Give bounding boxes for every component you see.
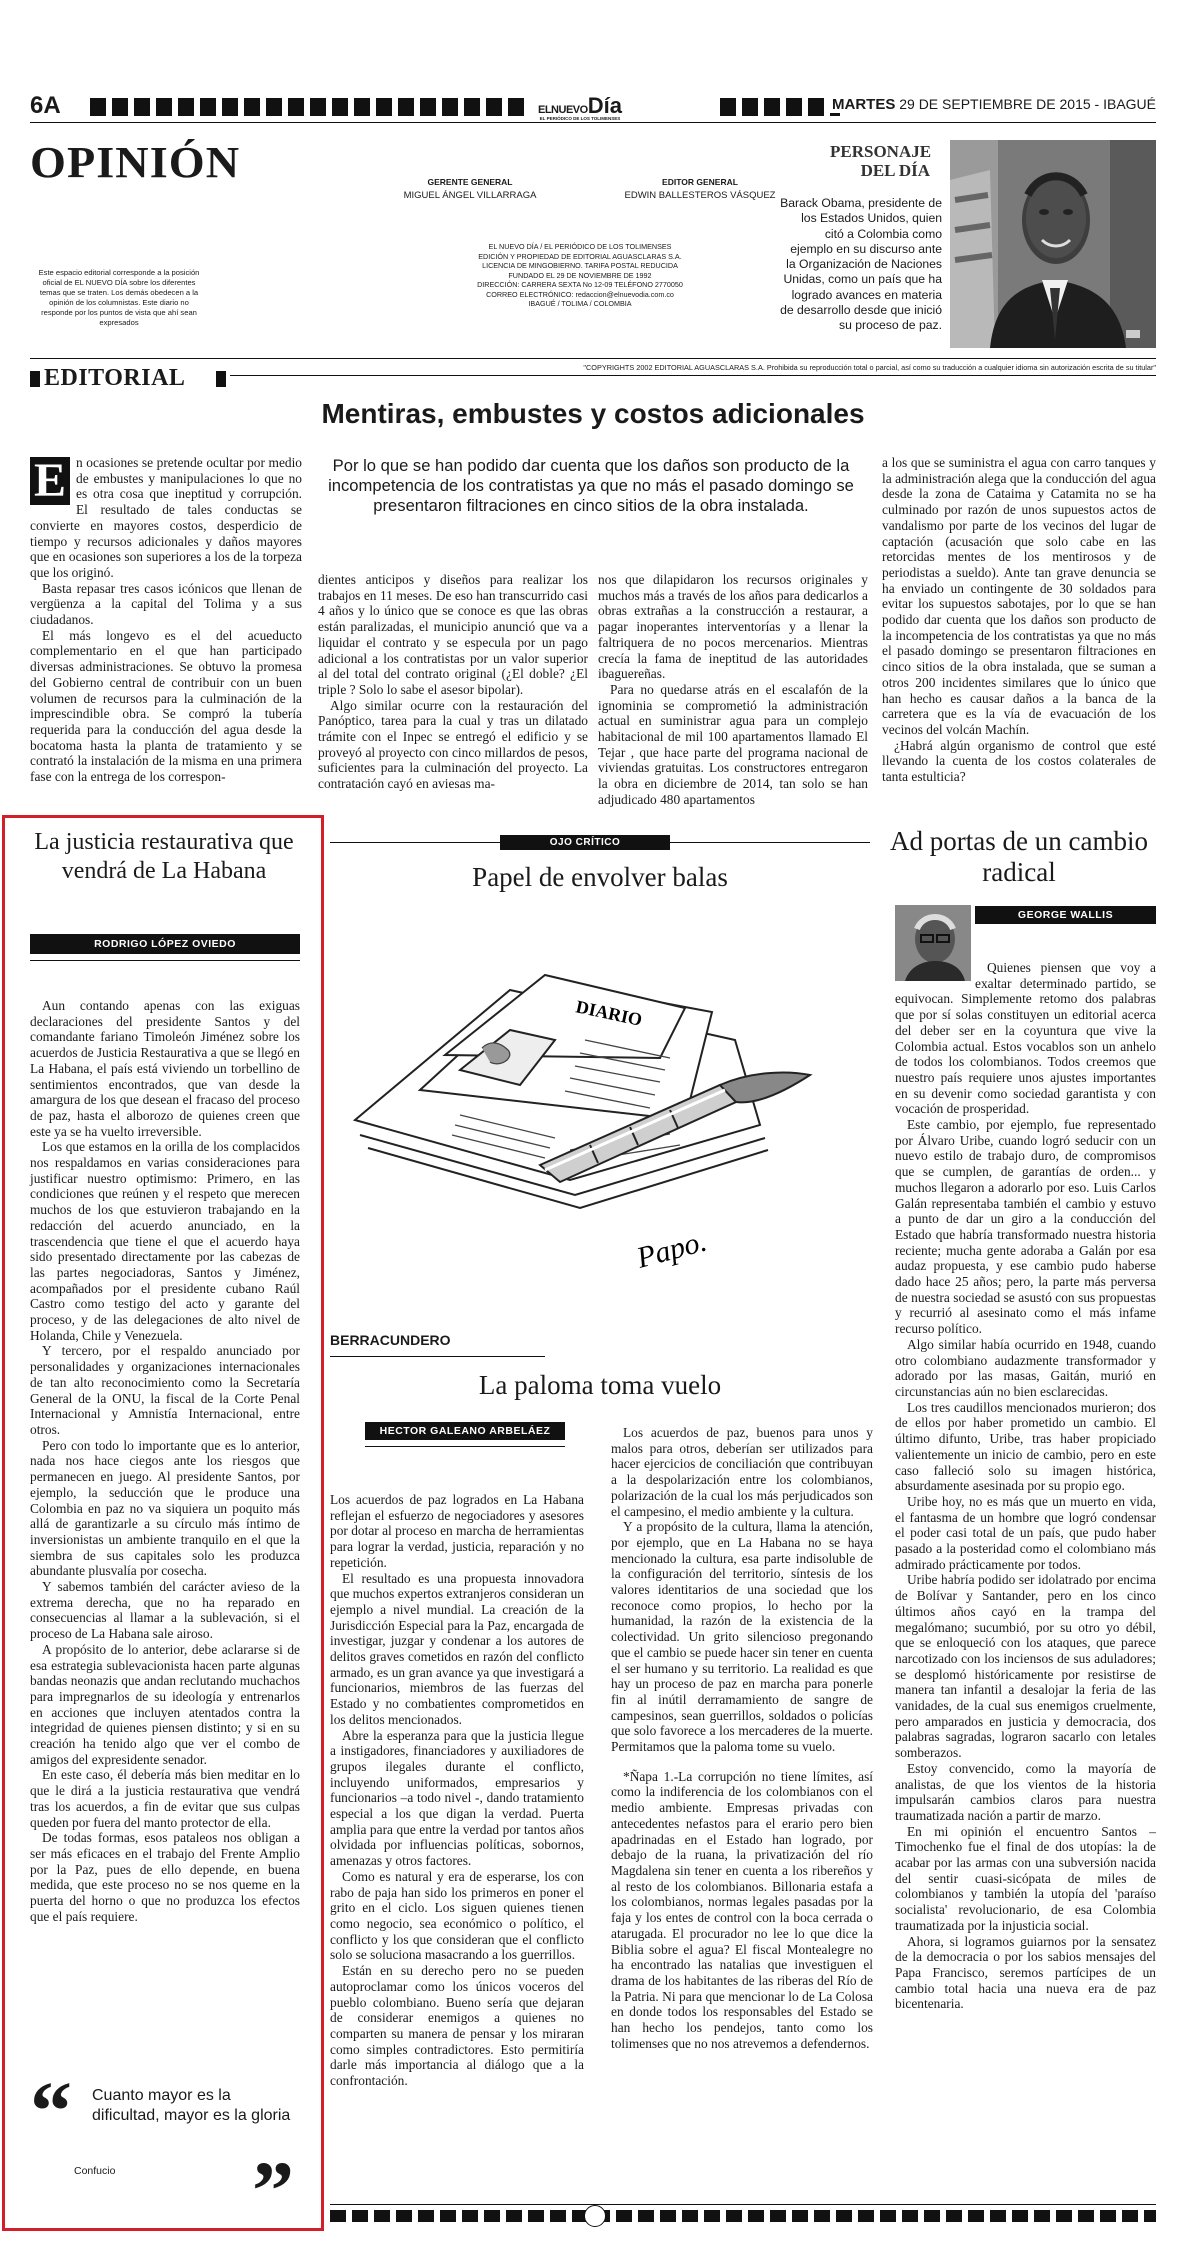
berracundero-col2: Los acuerdos de paz, buenos para unos y malos para otros, deberían ser utilizados para hacer ejercicios de conciliación que contribuyan a la despolarización entre los colombianos, polarización de la cual los más perjudicados son el campesino, el medio ambiente y la cultura. Y a propósito de la cultura, llama la atención, por ejemplo, que en La Habana no se haya mencionado la cultura, esa parte indisoluble de la configuración del territorio, síntesis de los valores identitarios de una sociedad que los reconoce como propios, lo hecho por la humanidad, la razón de la existencia de la colectividad. Un grito silencioso pregonando que el cambio se puede hacer sin tener en cuenta el ser humano y su territorio. La realidad es que hay un proceso de paz en marcha para ponerle fin al inútil derramamiento de sangre de campesinos, sean guerrillos, soldados o policías que solo favorece a los mercaderes de la muerte. Permitamos que la paloma tome su vuelo. *Ñapa 1.-La corrupción no tiene límites, así como la indiferencia de los colombianos con el medio ambiente. Empresas privadas con antecedentes nefastos para el erario pero bien apadrinadas en el Estado han logrado, por debajo de la ruana, la privatización del río Magdalena sin tener en cuenta a los ribereños y al resto de los colombianos. Billonaria estafa a los colombianos, normas legales pasadas por la faja y los entes de control con la boca cerrada o atarugada. El procurador no lee lo que dice la Biblia sobre el agua? El fiscal Montealegre no ha encontrado las natalias que investiguen el drama de los habitantes de las riberas del Río de la Patria. Ni para que mencionar lo de La Colosa en donde todos los responsables del Estado se han hecho los pendejos, tanto como los tolimenses que no nos atrevemos a defendernos. bbox=[611, 1425, 873, 2051]
cartoonist-signature: Papo. bbox=[633, 1224, 711, 1275]
cartoon-newspaper-text: DIARIO bbox=[574, 996, 644, 1030]
open-quote-mark: “ bbox=[30, 2065, 72, 2158]
left-column-quote: Cuanto mayor es la dificultad, mayor es la gloria bbox=[92, 2087, 291, 2124]
editorial-col4: a los que se suministra el agua con carro tanques y la administración alega que la conducción del agua desde la zona de Cataima y Catamita no se ha culminado por razón de unos supuestos actos de vandalismo por parte de los vecinos del lugar de captación (acusación que solo cabe en las retorcidas mentes de los mentirosos y de periodistas a sueldo). Ante tan grave denuncia se ha enviado un contingente de 30 soldados para evitar los supuestos sabotajes, por lo que se han podido dar cuenta que los daños son producto de la incompetencia de los contratistas ya que no más el pasado domingo se presentaron filtraciones en cinco sitios de la obra instalada, que se suman a otros 200 incidentes similares que lo único que han hecho es causar daños a la banca de la carretera que es la vía de evacuación de los vecinos del volcán Machín. ¿Habrá algún organismo de control que esté llevando la cuenta de los costos colaterales de tanta estulticia? bbox=[882, 455, 1156, 785]
date-line: MARTES 29 DE SEPTIEMBRE DE 2015 - IBAGUÉ bbox=[824, 96, 1156, 113]
editorial-dropcap: E bbox=[30, 457, 70, 505]
personaje-title: PERSONAJE DEL DÍA bbox=[830, 142, 932, 180]
personaje-text: Barack Obama, presidente de los Estados Unidos, quien citó a Colombia como ejemplo en su discurso ante la Organización de Naciones Unidas, como un país que ha logrado avances en materia de desarrollo desde que inició su proceso de paz. bbox=[780, 196, 942, 333]
copyright-notice: "COPYRIGHTS 2002 EDITORIAL AGUASCLARAS S.A. Prohibida su reproducción total o parcial, así como su traducción a cualquier idioma sin autorización escrita de su titular" bbox=[583, 363, 1156, 372]
ojo-critico-title: Papel de envolver balas bbox=[472, 862, 728, 892]
editorial-disclaimer: Este espacio editorial corresponde a la posición oficial de EL NUEVO DÍA sobre los diferentes temas que se traten. Los demás obedecen a la opinión de los columnistas. Este diario no responde por los puntos de vista que ahí sean expresados bbox=[38, 268, 200, 327]
editorial-pullquote: Por lo que se han podido dar cuenta que los daños son producto de la incompetencia de los contratistas ya que no más el pasado domingo se presentaron filtraciones en cinco sitios de la obra instalada. bbox=[328, 456, 854, 515]
page-number: 6A bbox=[30, 92, 67, 120]
personaje-photo bbox=[950, 140, 1156, 348]
editor-label: EDITOR GENERAL bbox=[662, 177, 738, 187]
left-column-body: Aun contando apenas con las exiguas declaraciones del presidente Santos y del comandante fariano Timoleón Jiménez sobre los acuerdos de Justicia Restaurativa a que se llegó en La Habana, el país está viviendo un torbellino de sentimientos encontrados, que van desde la amargura de los que desean el fracaso del proceso de paz, hasta el alborozo de quienes creen que este ya se ha vuelto irreversible. Los que estamos en la orilla de los complacidos nos respaldamos en varias consideraciones para justificar nuestro optimismo: Primero, en las condiciones que reúnen y el respeto que merecen muchos de los que estuvieron trabajando en la redacción del acuerdo anunciado, en la trascendencia que tiene el que el acuerdo haya sido presentado directamente por las cabezas de las partes negociadoras, Santos y Jiménez, acompañados por el presidente cubano Raúl Castro como testigo del acto y garante del proceso, y de las delegaciones de alto nivel de Holanda, Chile y Venezuela. Y tercero, por el respaldo anunciado por personalidades y organizaciones internacionales de tan alto reconocimiento como la Secretaría General de la ONU, la fiscal de la Corte Penal Internacional y Amnistía Internacional, entre otros. Pero con todo lo importante que es lo anterior, nada nos hace ciegos ante los riesgos que permanecen en juego. Al presidente Santos, por ejemplo, la seducción que le produce una Colombia en paz no va siquiera un poquito más allá de garantizarle a su círculo más íntimo de inversionistas un ambiente tranquilo en el que la siembra de sus capitales solo les produzca abundante plusvalía por cosecha. Y sabemos también del carácter avieso de la extrema derecha, que no ha reparado en consecuencias al llamar a la sublevación, si el proceso de La Habana sale airoso. A propósito de lo anterior, debe aclararse si de esa estrategia sublevacionista hacen parte algunas bandas neonazis que andan reclutando muchachos para impregnarlos de su ideología y entrenarlos en acciones que incluyen atentados contra la integridad de quienes piensen distinto; y si en su creación ha tenido algo que ver el combo de amigos del expresidente senador. En este caso, él debería más bien meditar en lo que le dirá a la justicia restaurativa que vendrá tras los acuerdos, a fin de evitar que sus culpas queden por fuera del manto protector de ella. De todas formas, esos pataleos nos obligan a ser más eficaces en el trabajo del Frente Amplio por la Paz, pues de ello depende, en buena medida, que este proceso no se nos queme en la puerta del horno o que no produzca los efectos que el país requiere. bbox=[30, 998, 300, 1924]
editorial-col1: n ocasiones se pretende ocultar por medio de embustes y manipulaciones lo que no es otra cosa que ineptitud y corrupción. El resultado de tales conductas se convierte en mayores costos, desperdicio de tiempo y recursos adicionales y daños mayores que en ocasiones son superiores a los de la torpeza que los originó. Basta repasar tres casos icónicos que llenan de vergüenza a la capital del Tolima y a sus ciudadanos. El más longevo es el del acueducto complementario en el que han participado diversas administraciones. Se obtuvo la promesa del Gobierno central de contribuir con un buen volumen de recursos para la culminación de la imprescindible obra. Se compró la tubería requerida para la conducción del agua desde la bocatoma hasta la planta de tratamiento y se contrató la instalación de la misma en una primera fase con la entrega de los correspon- bbox=[30, 455, 302, 785]
left-column-title: La justicia restaurativa que vendrá de La Habana bbox=[34, 829, 294, 884]
close-quote-mark: ” bbox=[252, 2145, 294, 2238]
berracundero-col1: Los acuerdos de paz logrados en La Habana reflejan el esfuerzo de negociadores y asesores por dotar al proceso en marcha de herramientas para lograr la verdad, justicia, reparación y no repetición. El resultado es una propuesta innovadora que muchos expertos extranjeros consideran un ejemplo a nivel mundial. La creación de la Jurisdicción Especial para la Paz, encargada de investigar, juzgar y condenar a los autores de delitos graves cometidos en razón del conflicto armado, es un gran avance ya que investigará a funcionarios, miembros de las fuerzas del Estado y no combatientes comprometidos en los delitos mencionados. Abre la esperanza para que la justicia llegue a instigadores, financiadores y auxiliadores de grupos ilegales durante el conflicto, incluyendo uniformados, empresarios y funcionarios –a todo nivel -, dando tratamiento especial a los que digan la verdad. Puerta amplia para que entre la verdad por tantos años olvidada por influencias políticas, sobornos, amenazas y otros factores. Como es natural y era de esperarse, los con rabo de paja han sido los primeros en poner el grito en el ciclo. Los siguen quienes tienen como negocio, sea económico o político, el conflicto y los que consideran que el conflicto solo se soluciona masacrando a los guerrillos. Están en su derecho pero no se pueden autoproclamar como los únicos voceros del pueblo colombiano. Bueno sería que dejaran de considerar enemigos a quienes no comparten su manera de pensar y los miraran como simples contradictores. Esto permitiría darle más importancia al diálogo que a la confrontación. bbox=[330, 1492, 584, 2089]
right-column-author: GEORGE WALLIS bbox=[975, 906, 1156, 924]
page-header bbox=[30, 94, 1156, 124]
berracundero-author: HECTOR GALEANO ARBELÁEZ bbox=[365, 1422, 565, 1440]
right-column-body: Quienes piensen que voy a exaltar determinado partido, se equivocan. Simplemente retomo dos palabras que por sí solas constituyen un editorial acerca del deber ser en la coyuntura que vive la Colombia actual. Estos vocablos son un anhelo de todos los colombianos. Todos creemos que nuestro país requiere unos ajustes importantes en su devenir como sociedad garantista y con vocación de prosperidad. Este cambio, por ejemplo, fue representado por Álvaro Uribe, cuando logró seducir con un nuevo estilo de trabajo duro, de compromisos que se cumplen, de garantías de orden... y muchos llegaron a adorarlo por eso. Luis Carlos Galán representaba también el cambio y estuvo a punto de dar un giro a la conducción del Estado que habría transformado nuestra historia reciente; mucha gente adoraba a Galán por esa audaz propuesta, y ese cambio pudo haberse dado hace 25 años; pero, la parte más perversa de nuestra sociedad se asustó con sus propuestas y recurrió al asesinato como el más infame recurso político. Algo similar había ocurrido en 1948, cuando otro colombiano audazmente transformador y adorado por las masas, Gaitán, murió en circunstancias aún no bien esclarecidas. Los tres caudillos mencionados murieron; dos de ellos por haber prometido un cambio. El último difunto, Uribe, tras haber propiciado valientemente un inicio de cambio, pero en este caso falleció solo su imagen histórica, absurdamente asesinada por su propio ego. Uribe hoy, no es más que un muerto en vida, el fantasma de un hombre que logró condensar el poder casi total de un país, que pudo haber pasado a la posteridad como el colombiano más admirado prácticamente por todos. Uribe habría podido ser idolatrado por encima de Bolívar y Santander, pero en los cinco últimos años cayó en la trampa del megalómano; sucumbió, por su otro yo débil, que se enloqueció con los ataques, que parece narcotizado con los inciensos de sus aduladores; se desplomó históricamente por resistirse de manera tan infantil a desalojar la feria de las vanidades, de la cual sus enemigos cruelmente, pero amparados en justicia y democracia, dos palabras sagradas, lograron sacarlo con letales somberazos. Estoy convencido, como la mayoría de analistas, de que los vientos de la historia impulsarán cambios claros para nuestra traumatizada nación a partir de marzo. En mi opinión el encuentro Santos – Timochenko fue el final de dos utopías: la de acabar por las armas con una subversión nacida del sentir cuasi-sicópata de miles de colombianos y también la utopía del 'paraíso socialista' revolucionario, de esa Colombia traumatizada por la injusticia social. Ahora, si logramos guiarnos por la sensatez de la democracia o por los sabios mensajes del Papa Francisco, seremos partícipes de un cambio total hacia una nueva era de paz bicentenaria. bbox=[895, 960, 1156, 2012]
left-column-author: RODRIGO LÓPEZ OVIEDO bbox=[30, 934, 300, 954]
berracundero-label: BERRACUNDERO bbox=[330, 1332, 451, 1348]
right-column-title: Ad portas de un cambio radical bbox=[890, 826, 1148, 887]
register-mark bbox=[584, 2205, 606, 2227]
portrait-image bbox=[950, 140, 1156, 348]
editorial-col2: dientes anticipos y diseños para realizar los trabajos en 11 meses. De eso han transcurrido casi 4 años y lo único que se conoce es que las obras están paralizadas, el municipio anunció que va a liquidar el contrato y se especula por un pago adicional a los contratistas por un valor superior al del total del contrato original (¿El doble? ¿El triple ? Solo lo sabe el asesor bipolar). Algo similar ocurre con la restauración del Panóptico, tarea para la cual y tras un dilatado trámite con el Inpec se entregó el edificio y se proveyó al proyecto con cinco millardos de pesos, suficientes para la culminación del proyecto. La contratación cayó en aviesas ma- bbox=[318, 572, 588, 792]
cartoon bbox=[340, 920, 860, 1290]
gerente-name: MIGUEL ÁNGEL VILLARRAGA bbox=[403, 190, 537, 201]
section-title: OPINIÓN bbox=[30, 138, 241, 187]
editorial-col3: nos que dilapidaron los recursos originales y muchos más a través de los años para dedicarlos a obras extrañas a la construcción a restaurar, a pagar inoperantes interventorías y a llenar la faltriquera de no pocos mercenarios. Mientras crecía la fama de ineptitud de las autoridades ibaguereñas. Para no quedarse atrás en el escalafón de la ignominia se comprometió la administración actual en suministrar agua para un complejo habitacional de mil 100 apartamentos llamado El Tejar , que hace parte del programa nacional de viviendas gratuitas. Los constructores entregaron la obra en diciembre de 2014, tan solo se han adjudicado 480 apartamentos bbox=[598, 572, 868, 807]
berracundero-title: La paloma toma vuelo bbox=[478, 1370, 722, 1400]
editor-name: EDWIN BALLESTEROS VÁSQUEZ bbox=[624, 190, 776, 201]
ojo-critico-label: OJO CRÍTICO bbox=[500, 835, 670, 850]
newspaper-logo: ELNUEVODía EL PERIÓDICO DE LOS TOLIMENSES bbox=[530, 93, 630, 121]
editorial-headline: Mentiras, embustes y costos adicionales bbox=[321, 398, 865, 429]
footer-bar bbox=[330, 2210, 1156, 2222]
masthead-info: EL NUEVO DÍA / EL PERIÓDICO DE LOS TOLIMENSES EDICIÓN Y PROPIEDAD DE EDITORIAL AGUASCLARAS S.A. LICENCIA DE MINGOBIERNO. TARIFA POSTAL REDUCIDA FUNDADO EL 29 DE NOVIEMBRE DE 1992 DIRECCIÓN: CARRERA SEXTA No 12-09 TELÉFONO 2770050 CORREO ELECTRÓNICO: redaccion@elnuevodia.com.co IBAGUÉ / TOLIMA / COLOMBIA bbox=[477, 242, 683, 308]
cartoon-newspaper-bullet-image bbox=[340, 920, 860, 1290]
quote-author: Confucio bbox=[74, 2165, 116, 2177]
gerente-label: GERENTE GENERAL bbox=[427, 177, 513, 187]
